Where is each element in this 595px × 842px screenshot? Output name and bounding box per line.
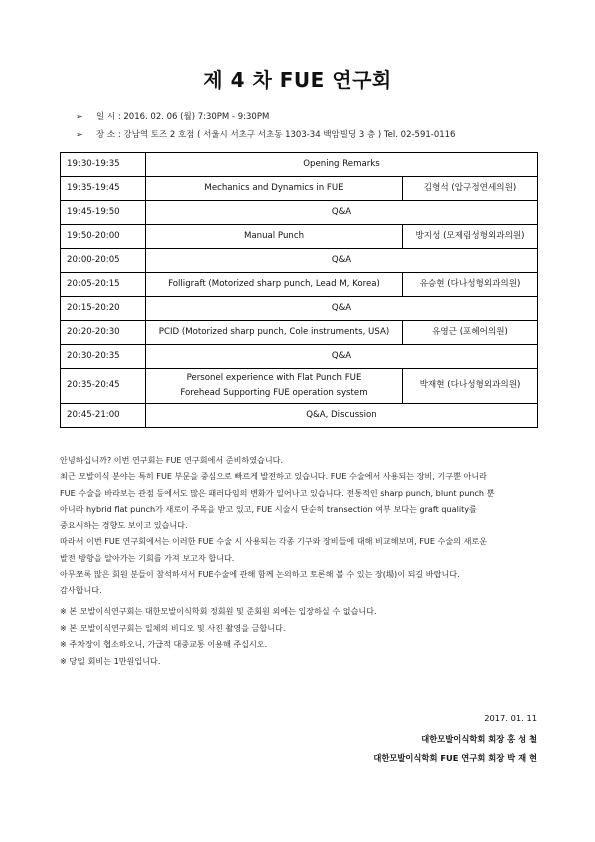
arrow-bullet-icon: ➢ bbox=[76, 112, 83, 121]
time-cell: 19:50-20:00 bbox=[61, 225, 146, 249]
topic-line: Personel experience with Flat Punch FUE bbox=[186, 372, 362, 383]
body-line: 아니라 hybrid flat punch가 새로이 주목을 받고 있고, FUE 시술시 단순히 transection 여부 보다는 graft quality를 bbox=[60, 503, 477, 514]
schedule-row bbox=[61, 249, 538, 273]
topic-cell: Q&A, Discussion bbox=[146, 404, 538, 428]
time-cell: 20:05-20:15 bbox=[61, 273, 146, 297]
topic-cell: Mechanics and Dynamics in FUE bbox=[146, 177, 403, 201]
speaker-cell: 방지성 (모제림성형외과의원) bbox=[403, 225, 538, 249]
topic-line: Forehead Supporting FUE operation system bbox=[180, 387, 368, 398]
arrow-bullet-icon: ➢ bbox=[76, 130, 83, 139]
time-cell: 20:30-20:35 bbox=[61, 345, 146, 369]
schedule-row bbox=[61, 321, 538, 345]
time-cell: 20:35-20:45 bbox=[61, 369, 146, 404]
speaker-cell: 유승현 (다나성형외과의원) bbox=[403, 273, 538, 297]
topic-cell: Folligraft (Motorized sharp punch, Lead M, Korea) bbox=[146, 273, 403, 297]
event-date-line bbox=[76, 110, 269, 122]
topic-cell: Manual Punch bbox=[146, 225, 403, 249]
schedule-row bbox=[61, 225, 538, 249]
body-line: 발전 방향을 알아가는 기회를 가져 보고자 합니다. bbox=[60, 552, 235, 563]
body-line: 아무쪼록 많은 회원 분들이 참석하셔서 FUE수술에 관해 함께 논의하고 토론해 볼 수 있는 장(場)이 되길 바랍니다. bbox=[60, 569, 460, 580]
page-title: 제 4 차 FUE 연구회 bbox=[203, 68, 392, 92]
topic-cell: Q&A bbox=[146, 345, 538, 369]
speaker-cell: 김형석 (압구정연세의원) bbox=[403, 177, 538, 201]
topic-cell: Q&A bbox=[146, 249, 538, 273]
schedule-row bbox=[61, 369, 538, 404]
signature-date: 2017. 01. 11 bbox=[484, 713, 537, 723]
time-cell: 20:15-20:20 bbox=[61, 297, 146, 321]
schedule-table bbox=[60, 152, 538, 428]
topic-cell: PCID (Motorized sharp punch, Cole instruments, USA) bbox=[146, 321, 403, 345]
event-date: 일 시 : 2016. 02. 06 (월) 7:30PM - 9:30PM bbox=[96, 112, 270, 122]
schedule-row bbox=[61, 201, 538, 225]
body-line: FUE 수술을 바라보는 관점 등에서도 많은 패러다임의 변화가 일어나고 있습니다. 전통적인 sharp punch, blunt punch 뿐 bbox=[60, 487, 495, 498]
event-place: 장 소 : 강남역 토즈 2 호점 ( 서울시 서초구 서초동 1303-34 백암빌딩 3 층 ) Tel. 02-591-0116 bbox=[96, 130, 456, 140]
time-cell: 19:45-19:50 bbox=[61, 201, 146, 225]
schedule-row bbox=[61, 345, 538, 369]
schedule-row bbox=[61, 297, 538, 321]
topic-cell: Opening Remarks bbox=[146, 153, 538, 177]
signature-fue-president: 대한모발이식학회 FUE 연구회 회장 박 재 현 bbox=[373, 753, 537, 763]
body-line: 최근 모발이식 분야는 특히 FUE 부문을 중심으로 빠르게 발전하고 있습니다. FUE 수술에서 사용되는 장비, 기구뿐 아니라 bbox=[60, 471, 487, 482]
speaker-cell: 박재현 (다나성형외과의원) bbox=[403, 369, 538, 404]
invitation-body bbox=[60, 452, 538, 599]
time-cell: 19:35-19:45 bbox=[61, 177, 146, 201]
time-cell: 19:30-19:35 bbox=[61, 153, 146, 177]
schedule-row bbox=[61, 177, 538, 201]
time-cell: 20:00-20:05 bbox=[61, 249, 146, 273]
topic-cell bbox=[146, 369, 403, 404]
body-line: 안녕하십니까? 이번 연구회는 FUE 연구회에서 준비하였습니다. bbox=[60, 455, 284, 465]
note-item: ※ 본 모발이식연구회는 대한모발이식학회 정회원 및 준회원 외에는 입장하실 수 없습니다. bbox=[60, 606, 377, 616]
schedule-row bbox=[61, 273, 538, 297]
schedule-row bbox=[61, 153, 538, 177]
event-place-line bbox=[76, 128, 455, 140]
topic-cell: Q&A bbox=[146, 201, 538, 225]
body-line: 따라서 이번 FUE 연구회에서는 이러한 FUE 수술 시 사용되는 각종 기구와 장비들에 대해 비교해보며, FUE 수술의 새로운 bbox=[60, 536, 488, 547]
topic-cell: Q&A bbox=[146, 297, 538, 321]
time-cell: 20:20-20:30 bbox=[61, 321, 146, 345]
signature-president: 대한모발이식학회 회장 홍 성 철 bbox=[421, 734, 537, 744]
body-line: 감사합니다. bbox=[60, 585, 102, 596]
speaker-cell: 유영근 (포헤어의원) bbox=[403, 321, 538, 345]
schedule-row bbox=[61, 404, 538, 428]
notes-list bbox=[60, 603, 538, 669]
note-item: ※ 당일 회비는 1만원입니다. bbox=[60, 655, 161, 666]
note-item: ※ 주차장이 협소하오니, 가급적 대중교통 이용해 주십시오. bbox=[60, 639, 268, 649]
time-cell: 20:45-21:00 bbox=[61, 404, 146, 428]
body-line: 중요시하는 경향도 보이고 있습니다. bbox=[60, 520, 188, 531]
note-item: ※ 본 모발이식연구회는 일체의 비디오 및 사진 촬영을 금합니다. bbox=[60, 622, 286, 633]
